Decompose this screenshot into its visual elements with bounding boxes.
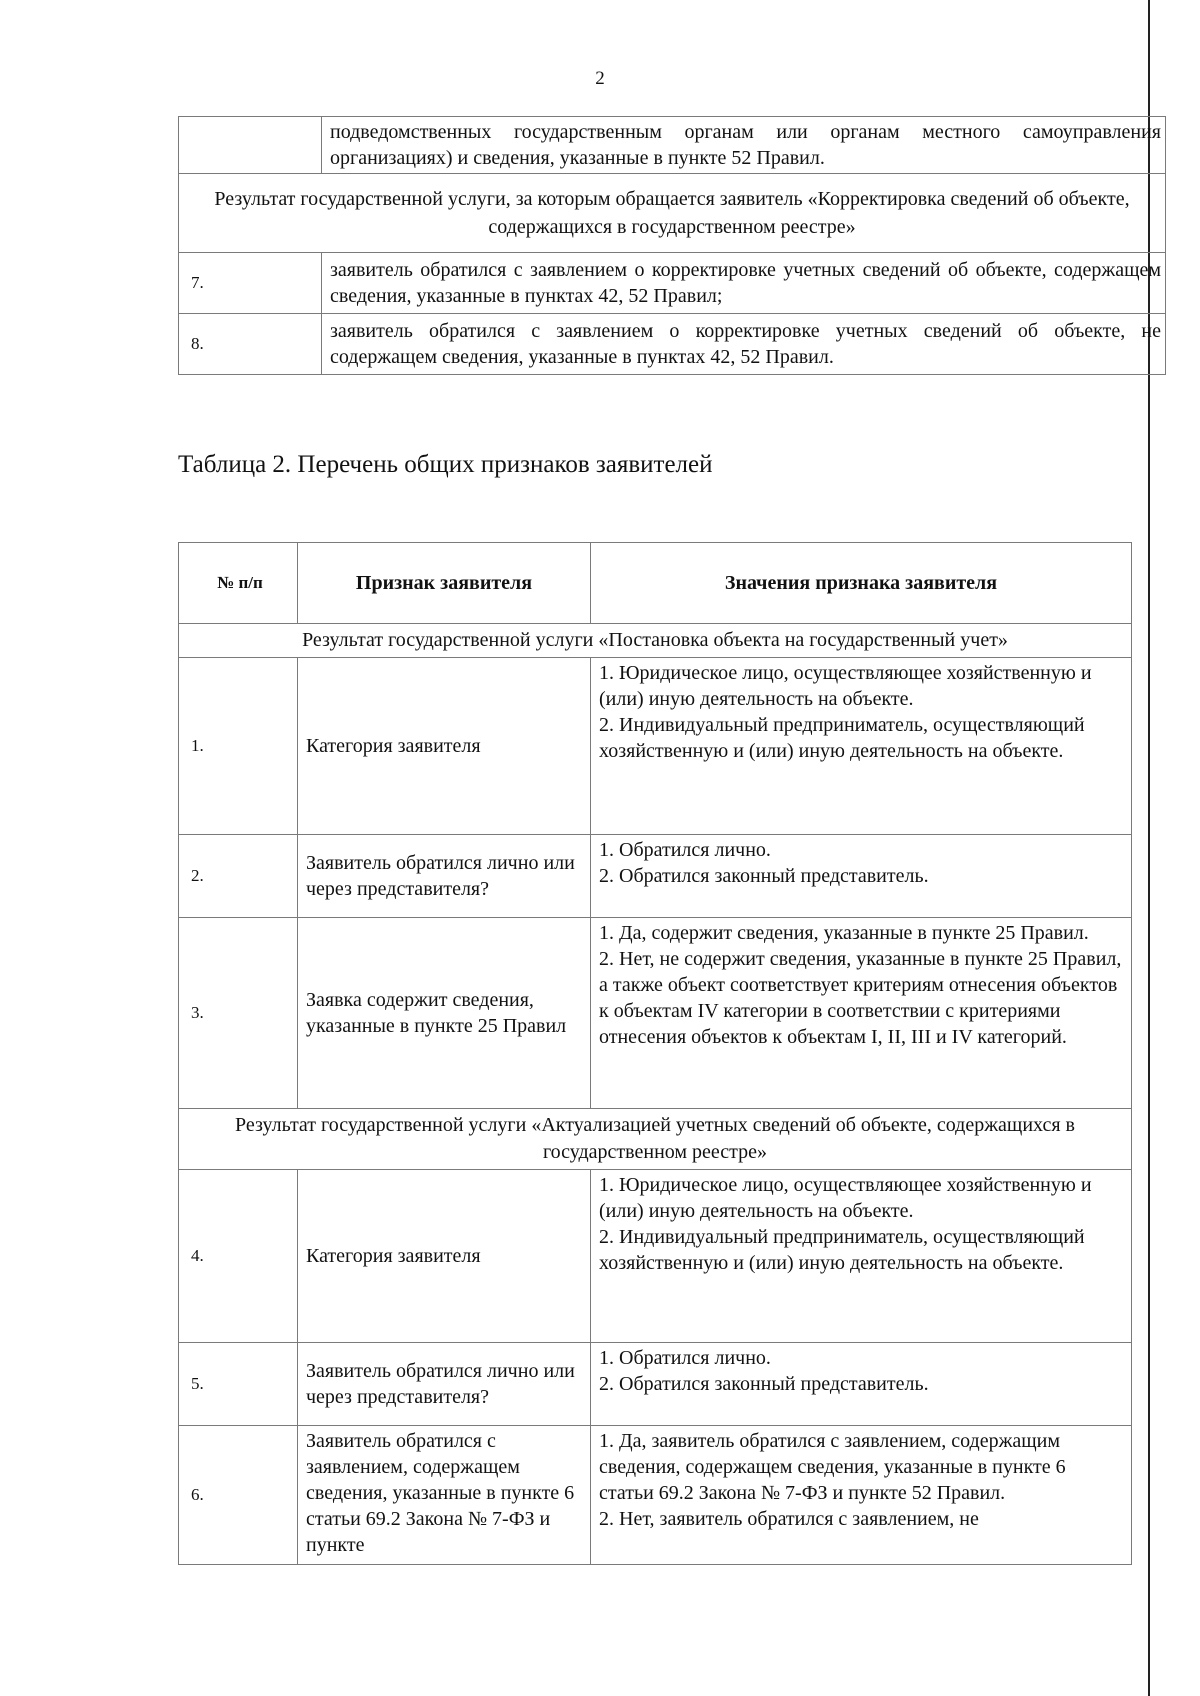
values-cell xyxy=(591,1343,1132,1426)
values-cell xyxy=(591,658,1132,835)
row-number: 8. xyxy=(179,314,322,375)
table-row xyxy=(179,835,1132,918)
page-number: 2 xyxy=(595,68,605,89)
group-header: Результат государственной услуги, за которым обращается заявитель «Корректировка сведений об объекте, содержащихся в государственном реестре» xyxy=(179,174,1166,253)
table-row xyxy=(179,253,1166,314)
attribute-cell: Заявка содержит сведения, указанные в пункте 25 Правил xyxy=(298,918,591,1109)
attribute-cell: Заявитель обратился лично или через представителя? xyxy=(298,835,591,918)
row-number: 2. xyxy=(179,835,298,918)
table-row xyxy=(179,314,1166,375)
value-item: 1. Юридическое лицо, осуществляющее хозяйственную и (или) иную деятельность на объекте. xyxy=(599,1174,1092,1222)
value-item: 2. Индивидуальный предприниматель, осуществляющий хозяйственную и (или) иную деятельность на объекте. xyxy=(599,1226,1085,1274)
values-cell xyxy=(591,1170,1132,1343)
values-cell xyxy=(591,918,1132,1109)
values-cell xyxy=(591,1426,1132,1565)
table-header-row xyxy=(179,543,1132,624)
table-row xyxy=(179,117,1166,174)
table-cell-text: заявитель обратился с заявлением о корректировке учетных сведений об объекте, содержащем сведения, указанные в пунктах 42, 52 Правил; xyxy=(322,253,1166,314)
value-item: 1. Да, содержит сведения, указанные в пункте 25 Правил. xyxy=(599,922,1089,944)
value-item: 1. Да, заявитель обратился с заявлением, содержащим сведения, содержащем сведения, указанные в пункте 6 статьи 69.2 Закона № 7-ФЗ и пункте 52 Правил. xyxy=(599,1430,1066,1504)
header-values: Значения признака заявителя xyxy=(591,543,1132,624)
attribute-cell: Категория заявителя xyxy=(298,1170,591,1343)
group-header: Результат государственной услуги «Постановка объекта на государственный учет» xyxy=(179,624,1132,658)
value-item: 1. Юридическое лицо, осуществляющее хозяйственную и (или) иную деятельность на объекте. xyxy=(599,662,1092,710)
value-item: 1. Обратился лично. xyxy=(599,1347,771,1369)
header-number: № п/п xyxy=(179,543,298,624)
value-item: 2. Нет, не содержит сведения, указанные в пункте 25 Правил, а также объект соответствует критериям отнесения объектов к объектам IV категории в соответствии с критериями отнесения объектов к объектам I, II, III и IV категорий. xyxy=(599,948,1122,1048)
table-row xyxy=(179,1343,1132,1426)
table-cell-empty xyxy=(179,117,322,174)
value-item: 2. Обратился законный представитель. xyxy=(599,865,929,887)
row-number: 3. xyxy=(179,918,298,1109)
attribute-cell: Категория заявителя xyxy=(298,658,591,835)
table-2 xyxy=(178,542,1132,1565)
attribute-cell: Заявитель обратился лично или через представителя? xyxy=(298,1343,591,1426)
row-number: 4. xyxy=(179,1170,298,1343)
row-number: 1. xyxy=(179,658,298,835)
values-cell xyxy=(591,835,1132,918)
value-item: 1. Обратился лично. xyxy=(599,839,771,861)
table-2-title: Таблица 2. Перечень общих признаков заявителей xyxy=(178,451,713,478)
table-group-row xyxy=(179,624,1132,658)
header-attribute: Признак заявителя xyxy=(298,543,591,624)
value-item: 2. Обратился законный представитель. xyxy=(599,1373,929,1395)
table-1-continuation xyxy=(178,116,1166,375)
table-group-row xyxy=(179,1109,1132,1170)
table-row xyxy=(179,1426,1132,1565)
table-row xyxy=(179,918,1132,1109)
row-number: 6. xyxy=(179,1426,298,1565)
attribute-cell: Заявитель обратился с заявлением, содержащем сведения, указанные в пункте 6 статьи 69.2 Закона № 7-ФЗ и пункте xyxy=(298,1426,591,1565)
table-group-row xyxy=(179,174,1166,253)
row-number: 5. xyxy=(179,1343,298,1426)
row-number: 7. xyxy=(179,253,322,314)
value-item: 2. Индивидуальный предприниматель, осуществляющий хозяйственную и (или) иную деятельность на объекте. xyxy=(599,714,1085,762)
table-row xyxy=(179,658,1132,835)
table-row xyxy=(179,1170,1132,1343)
value-item: 2. Нет, заявитель обратился с заявлением, не xyxy=(599,1508,979,1530)
table-cell-text: заявитель обратился с заявлением о корректировке учетных сведений об объекте, не содержащем сведения, указанные в пунктах 42, 52 Правил. xyxy=(322,314,1166,375)
group-header: Результат государственной услуги «Актуализацией учетных сведений об объекте, содержащихся в государственном реестре» xyxy=(179,1109,1132,1170)
table-cell-text: подведомственных государственным органам или органам местного самоуправления организациях) и сведения, указанные в пункте 52 Правил. xyxy=(322,117,1166,174)
